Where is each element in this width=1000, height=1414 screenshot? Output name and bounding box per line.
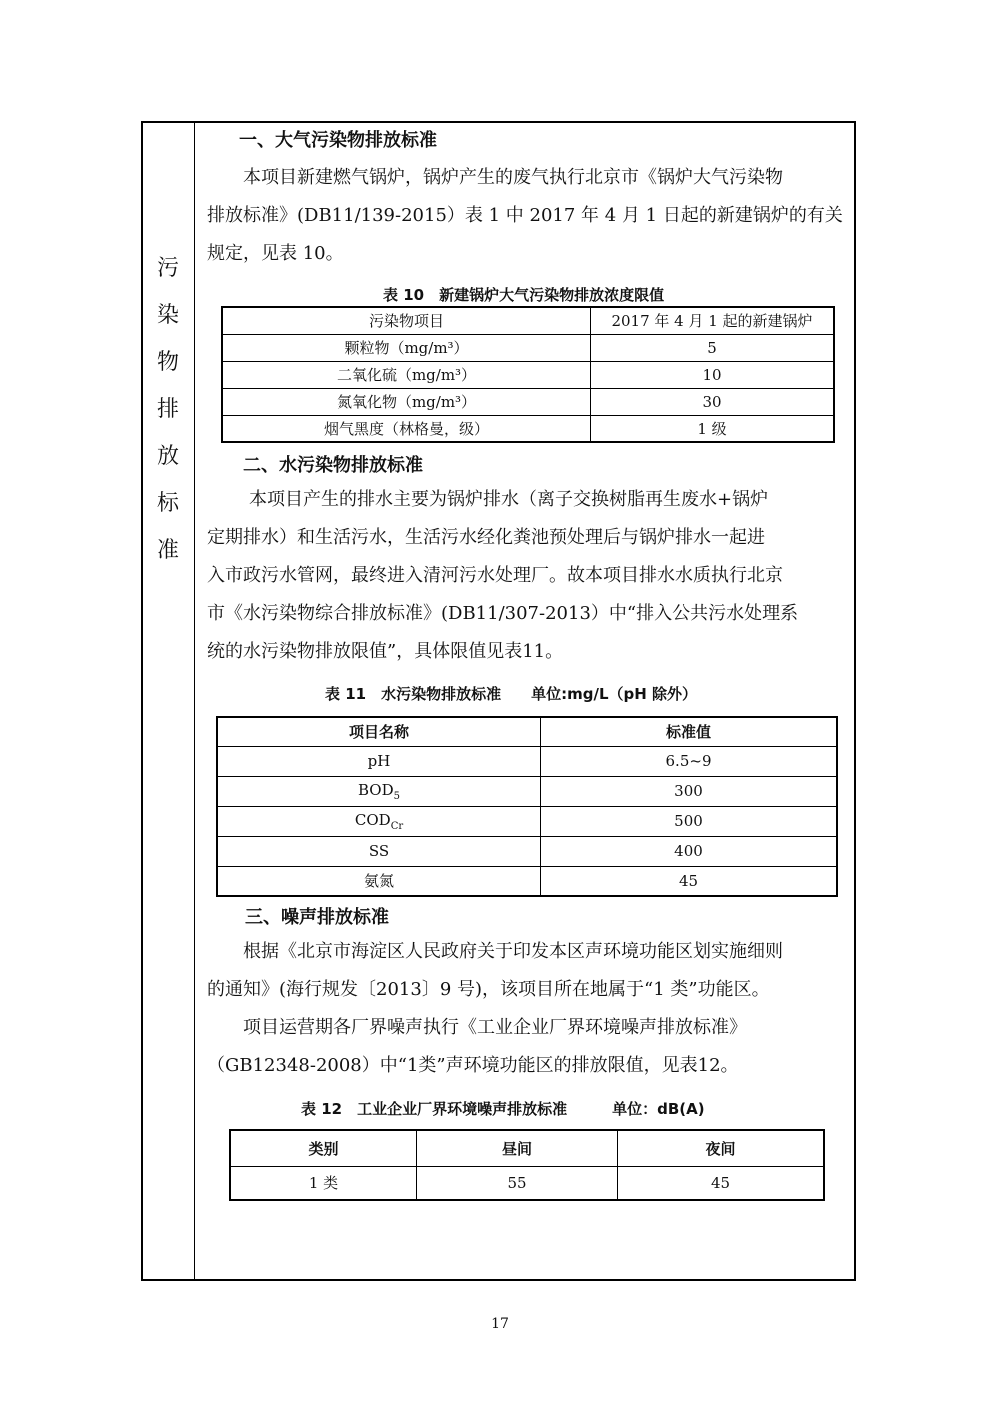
table-cell: 300 [541, 776, 838, 806]
side-label [143, 245, 193, 574]
table-row [222, 361, 834, 388]
section3-paragraph [207, 933, 852, 1085]
table-header-cell: 夜间 [618, 1130, 825, 1166]
paragraph-line: 入市政污水管网，最终进入清河污水处理厂。故本项目排水水质执行北京 [207, 565, 783, 586]
table-cell: 氮氧化物（mg/m³） [222, 388, 591, 415]
paragraph-line: 的通知》(海行规发〔2013〕9 号)，该项目所在地属于“1 类”功能区。 [207, 979, 770, 1000]
table-cell: 二氧化硫（mg/m³） [222, 361, 591, 388]
paragraph-line: 本项目产生的排水主要为锅炉排水（离子交换树脂再生废水+锅炉 [249, 489, 769, 510]
side-label-char: 物 [156, 350, 179, 375]
table-cell: 45 [541, 866, 838, 896]
table-row [217, 776, 837, 806]
paragraph-line: 规定，见表 10。 [207, 243, 344, 264]
table12 [229, 1129, 825, 1201]
table-header-cell: 项目名称 [217, 717, 541, 746]
table-row [222, 334, 834, 361]
table-row [222, 415, 834, 442]
bod-label: BOD [358, 780, 394, 799]
table-cell: 10 [591, 361, 835, 388]
side-label-char: 放 [156, 444, 179, 469]
section2-paragraph [207, 481, 852, 671]
table-header-cell: 标准值 [541, 717, 838, 746]
table-cell: 30 [591, 388, 835, 415]
section1-heading: 一、大气污染物排放标准 [239, 130, 437, 151]
table-row [230, 1166, 824, 1200]
table11 [216, 716, 838, 897]
table-cell: 烟气黑度（林格曼，级） [222, 415, 591, 442]
table-cell: pH [217, 746, 541, 776]
table-cell: 6.5~9 [541, 746, 838, 776]
table-cell: 400 [541, 836, 838, 866]
table-cell: 500 [541, 806, 838, 836]
table-cell: 5 [591, 334, 835, 361]
table-header-cell: 类别 [230, 1130, 417, 1166]
side-label-char: 污 [156, 256, 179, 281]
table-cell: 45 [618, 1166, 825, 1200]
table-row [230, 1130, 824, 1166]
side-label-char: 排 [156, 397, 179, 422]
table-row [222, 388, 834, 415]
paragraph-line: 根据《北京市海淀区人民政府关于印发本区声环境功能区划实施细则 [243, 941, 783, 962]
cod-label: COD [354, 810, 391, 829]
page-number: 17 [491, 1316, 509, 1332]
table-cell: 氨氮 [217, 866, 541, 896]
paragraph-line: 定期排水）和生活污水，生活污水经化粪池预处理后与锅炉排水一起进 [207, 527, 765, 548]
side-label-char: 准 [156, 538, 179, 563]
table-cell: 颗粒物（mg/m³） [222, 334, 591, 361]
table-header-cell: 昼间 [417, 1130, 618, 1166]
document-frame [141, 121, 856, 1281]
side-label-column [143, 123, 195, 1279]
table-cell [217, 806, 541, 836]
table-cell: 1 类 [230, 1166, 417, 1200]
section2-heading: 二、水污染物排放标准 [243, 455, 423, 476]
cod-subscript: Cr [390, 820, 404, 832]
table-cell: 55 [417, 1166, 618, 1200]
table-cell: SS [217, 836, 541, 866]
table-row [217, 866, 837, 896]
paragraph-line: 排放标准》(DB11/139-2015）表 1 中 2017 年 4 月 1 日起的新建锅炉的有关 [207, 205, 843, 226]
table-row [217, 717, 837, 746]
bod-subscript: 5 [393, 790, 400, 802]
table-cell [217, 776, 541, 806]
table-header-cell: 污染物项目 [222, 307, 591, 334]
table-row [217, 806, 837, 836]
paragraph-line: 本项目新建燃气锅炉，锅炉产生的废气执行北京市《锅炉大气污染物 [243, 167, 783, 188]
table-cell: 1 级 [591, 415, 835, 442]
content-area [195, 123, 854, 1279]
table-row [217, 746, 837, 776]
side-label-char: 染 [156, 303, 179, 328]
table-row [217, 836, 837, 866]
table12-caption: 表 12 工业企业厂界环境噪声排放标准 单位：dB(A) [301, 1100, 705, 1118]
table10-caption: 表 10 新建锅炉大气污染物排放浓度限值 [383, 286, 665, 304]
section1-paragraph [207, 159, 852, 273]
table-header-cell: 2017 年 4 月 1 起的新建锅炉 [591, 307, 835, 334]
table-row [222, 307, 834, 334]
section3-heading: 三、噪声排放标准 [245, 907, 389, 928]
paragraph-line: （GB12348-2008）中“1类”声环境功能区的排放限值，见表12。 [207, 1055, 739, 1076]
table11-caption: 表 11 水污染物排放标准 单位:mg/L（pH 除外） [325, 685, 698, 703]
paragraph-line: 市《水污染物综合排放标准》(DB11/307-2013）中“排入公共污水处理系 [207, 603, 799, 624]
paragraph-line: 项目运营期各厂界噪声执行《工业企业厂界环境噪声排放标准》 [243, 1017, 747, 1038]
side-label-char: 标 [156, 491, 179, 516]
table10 [221, 306, 835, 443]
paragraph-line: 统的水污染物排放限值”，具体限值见表11。 [207, 641, 564, 662]
